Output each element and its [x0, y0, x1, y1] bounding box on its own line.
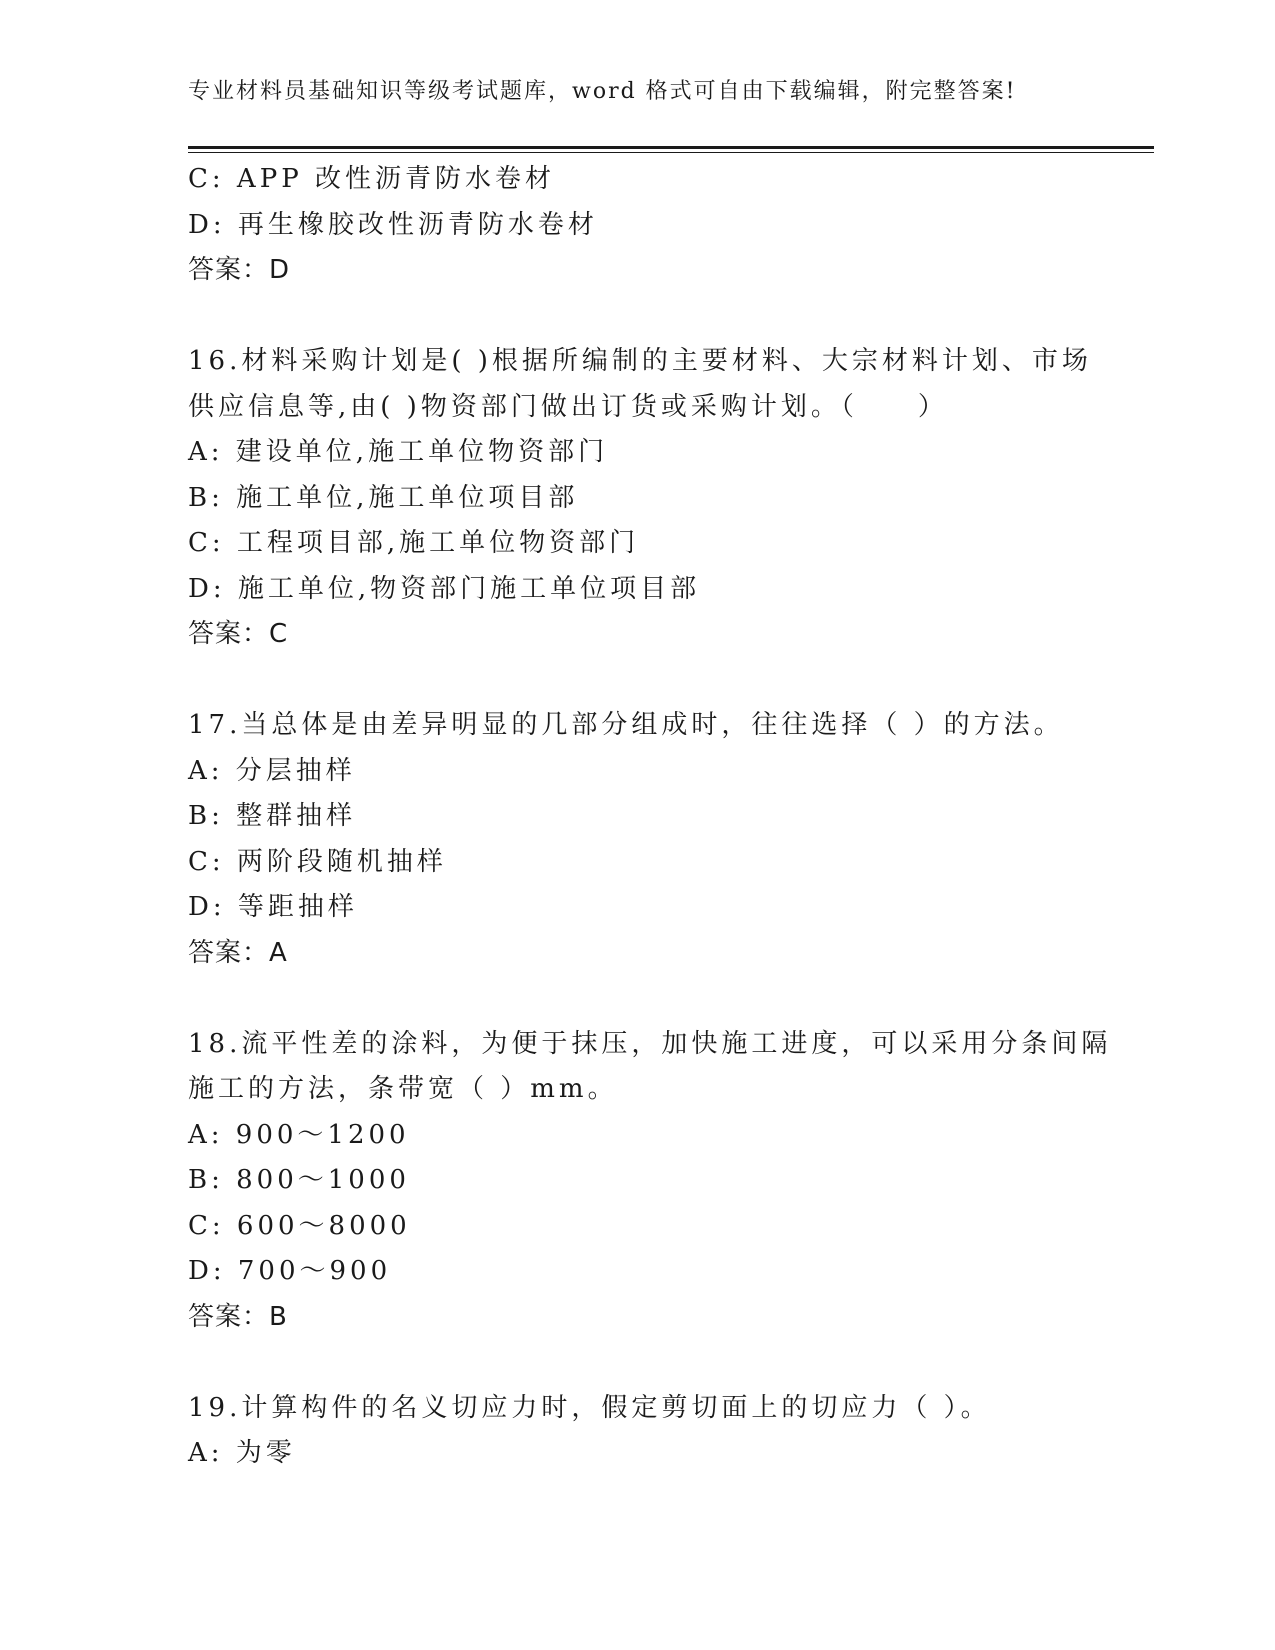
question-stem-line: 19.计算构件的名义切应力时，假定剪切面上的切应力（ ）。	[188, 1392, 991, 1423]
option-line: D: 施工单位,物资部门施工单位项目部	[188, 573, 701, 604]
header-rule-thin	[188, 152, 1154, 153]
answer-line: 答案：D	[188, 255, 291, 285]
spacer	[188, 294, 1088, 340]
question-stem-line: 施工的方法，条带宽（ ）mm。	[188, 1074, 618, 1104]
question-content	[188, 157, 1112, 1477]
answer-line: 答案：C	[188, 619, 289, 649]
option-line: A: 建设单位,施工单位物资部门	[188, 437, 609, 467]
spacer	[188, 1340, 1088, 1386]
spacer	[188, 976, 1088, 1022]
option-line: B: 施工单位,施工单位项目部	[188, 482, 579, 513]
option-line: C: APP 改性沥青防水卷材	[188, 164, 555, 194]
header-rule-thick	[188, 146, 1154, 149]
question-stem-line: 供应信息等,由( )物资部门做出订货或采购计划。（ ）	[188, 391, 948, 422]
answer-line: 答案：B	[188, 1301, 288, 1332]
question-stem-line: 18.流平性差的涂料，为便于抹压，加快施工进度，可以采用分条间隔	[188, 1028, 1112, 1059]
option-line: B: 800～1000	[188, 1165, 410, 1195]
option-line: C: 两阶段随机抽样	[188, 846, 447, 877]
option-line: A: 为零	[188, 1438, 296, 1468]
option-line: A: 900～1200	[188, 1119, 410, 1150]
page-header: 专业材料员基础知识等级考试题库，word 格式可自由下载编辑，附完整答案!	[188, 79, 1017, 104]
option-line: B: 整群抽样	[188, 801, 357, 831]
option-line: D: 等距抽样	[188, 892, 358, 922]
option-line: D: 700～900	[188, 1256, 392, 1286]
option-line: C: 工程项目部,施工单位物资部门	[188, 528, 640, 558]
spacer	[188, 658, 1088, 704]
option-line: A: 分层抽样	[188, 755, 356, 786]
question-stem-line: 16.材料采购计划是( )根据所编制的主要材料、大宗材料计划、市场	[188, 346, 1092, 376]
answer-line: 答案：A	[188, 937, 288, 968]
option-line: D: 再生橡胶改性沥青防水卷材	[188, 209, 598, 240]
question-stem-line: 17.当总体是由差异明显的几部分组成时，往往选择（ ）的方法。	[188, 710, 1064, 740]
option-line: C: 600～8000	[188, 1210, 411, 1241]
